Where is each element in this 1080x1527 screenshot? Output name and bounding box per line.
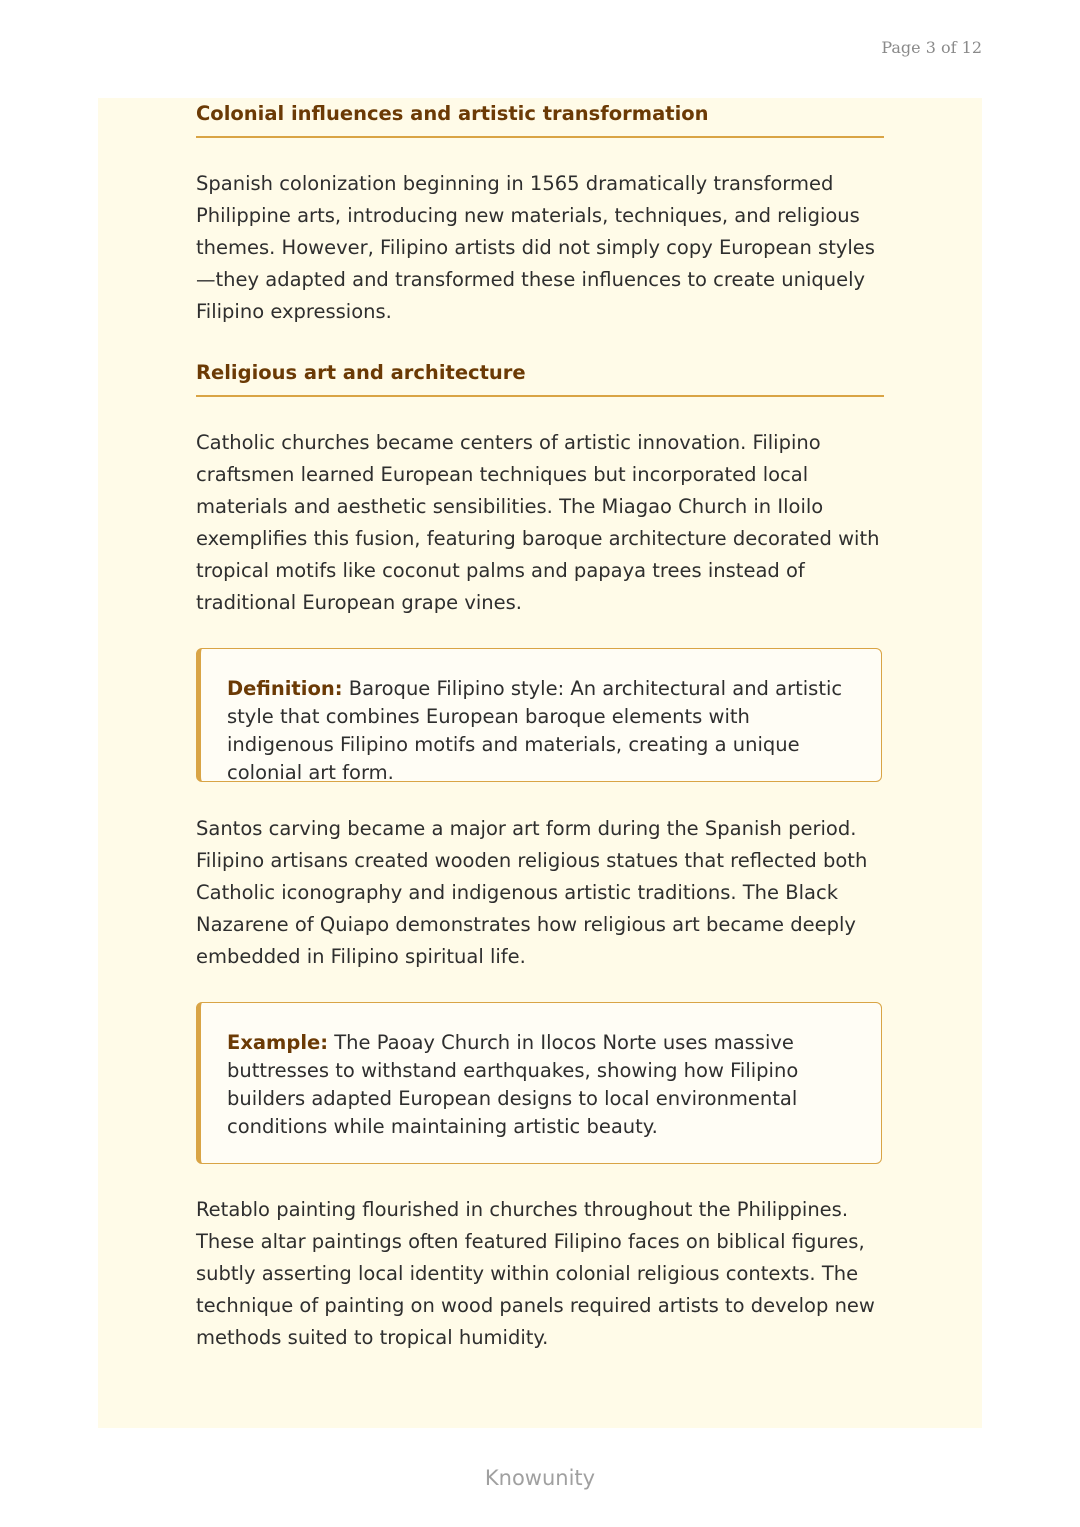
section-heading-colonial: Colonial influences and artistic transformation xyxy=(196,100,884,138)
definition-callout xyxy=(196,648,882,782)
page-number: Page 3 of 12 xyxy=(881,38,982,57)
paragraph-retablo: Retablo painting flourished in churches throughout the Philippines. These altar paintings often featured Filipino faces on biblical figures, subtly asserting local identity within colonial religious contexts. The technique of painting on wood panels required artists to develop new methods suited to tropical humidity. xyxy=(196,1198,875,1349)
paragraph-colonial-intro: Spanish colonization beginning in 1565 dramatically transformed Philippine arts, introducing new materials, techniques, and religious themes. However, Filipino artists did not simply copy European styles—they adapted and transformed these influences to create uniquely Filipino expressions. xyxy=(196,172,875,323)
paragraph-santos: Santos carving became a major art form during the Spanish period. Filipino artisans created wooden religious statues that reflected both Catholic iconography and indigenous artistic traditions. The Black Nazarene of Quiapo demonstrates how religious art became deeply embedded in Filipino spiritual life. xyxy=(196,817,868,968)
content-panel xyxy=(98,98,982,1428)
definition-label: Definition: xyxy=(227,677,343,700)
example-callout xyxy=(196,1002,882,1164)
footer-brand: Knowunity xyxy=(484,1466,596,1490)
definition-text: Baroque Filipino style: An architectural and artistic style that combines European baroque elements with indigenous Filipino motifs and materials, creating a unique colonial art form. xyxy=(227,677,843,784)
example-label: Example: xyxy=(227,1031,329,1054)
example-text: The Paoay Church in Ilocos Norte uses massive buttresses to withstand earthquakes, showing how Filipino builders adapted European designs to local environmental conditions while maintaining artistic beauty. xyxy=(227,1031,799,1138)
paragraph-churches: Catholic churches became centers of artistic innovation. Filipino craftsmen learned European techniques but incorporated local materials and aesthetic sensibilities. The Miagao Church in Iloilo exemplifies this fusion, featuring baroque architecture decorated with tropical motifs like coconut palms and papaya trees instead of traditional European grape vines. xyxy=(196,431,880,614)
section-heading-religious: Religious art and architecture xyxy=(196,359,884,397)
